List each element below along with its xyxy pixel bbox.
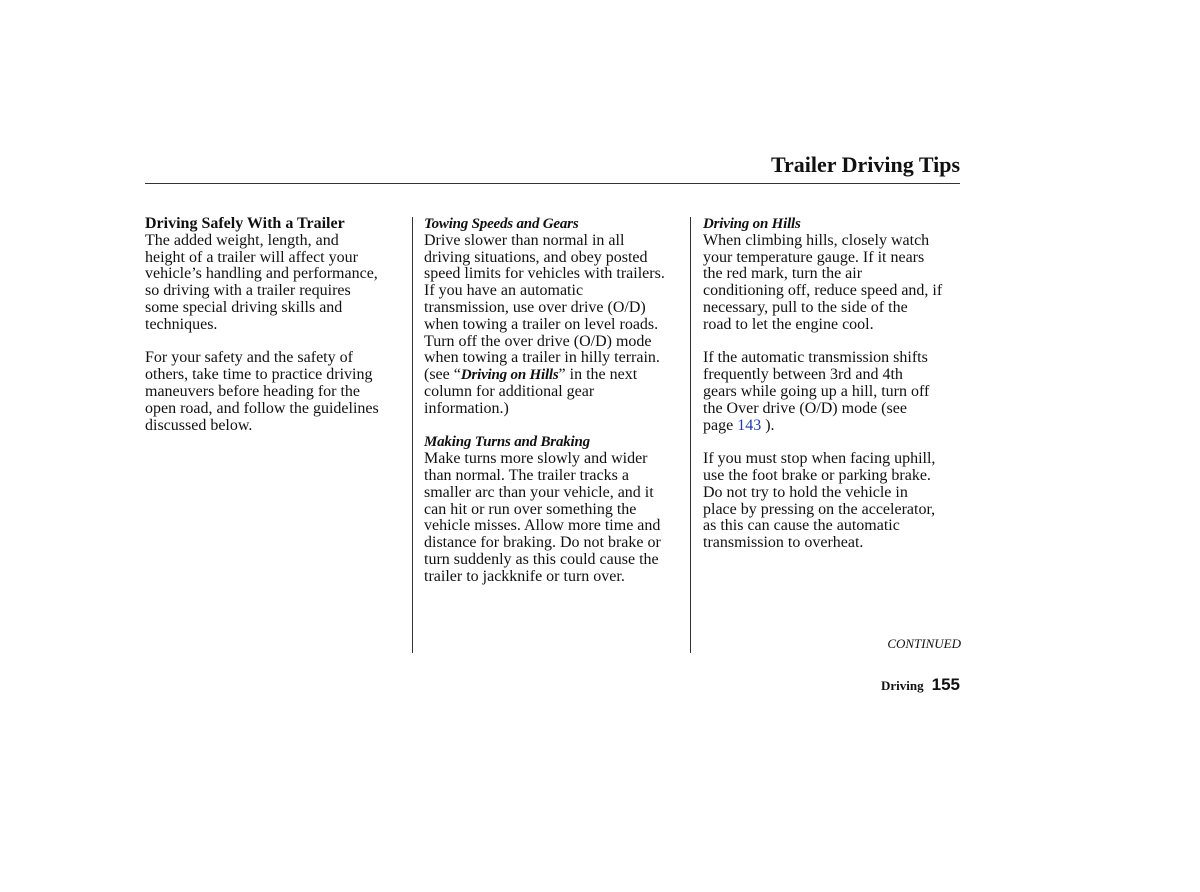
text-line: techniques. bbox=[145, 315, 218, 333]
text-line: distance for braking. Do not brake or bbox=[424, 534, 661, 552]
reference-suffix: ” in the next bbox=[558, 366, 638, 384]
text-line: necessary, pull to the side of the bbox=[703, 298, 908, 316]
text-line: Turn off the over drive (O/D) mode bbox=[424, 332, 652, 350]
text-line: information.) bbox=[424, 399, 509, 417]
text-line: The added weight, length, and bbox=[145, 231, 339, 249]
page-143-link[interactable]: 143 bbox=[737, 416, 762, 434]
title-rule bbox=[145, 183, 960, 184]
text-line: the Over drive (O/D) mode (see bbox=[703, 399, 907, 417]
text-line: transmission, use over drive (O/D) bbox=[424, 298, 646, 316]
page-title: Trailer Driving Tips bbox=[770, 152, 960, 177]
text-line: height of a trailer will affect your bbox=[145, 248, 358, 266]
section-heading-towing-speeds: Towing Speeds and Gears bbox=[424, 216, 579, 232]
paragraph-trailer-effects bbox=[145, 233, 407, 334]
text-line: use the foot brake or parking brake. bbox=[703, 466, 931, 484]
section-heading-driving-on-hills: Driving on Hills bbox=[703, 216, 801, 232]
text-line: the red mark, turn the air bbox=[703, 265, 863, 283]
page-ref-suffix: ). bbox=[761, 416, 775, 434]
page-number: 155 bbox=[931, 675, 960, 694]
column-driving-on-hills bbox=[703, 216, 965, 552]
text-line: driving situations, and obey posted bbox=[424, 248, 648, 266]
text-line: some special driving skills and bbox=[145, 298, 343, 316]
text-line: When climbing hills, closely watch bbox=[703, 231, 930, 249]
text-line: place by pressing on the accelerator, bbox=[703, 500, 936, 518]
page-footer bbox=[760, 675, 960, 695]
text-line: If the automatic transmission shifts bbox=[703, 349, 928, 367]
text-line: Do not try to hold the vehicle in bbox=[703, 483, 908, 501]
text-line: conditioning off, reduce speed and, if bbox=[703, 282, 943, 300]
column-towing-and-turns bbox=[424, 216, 686, 586]
paragraph-gap bbox=[703, 334, 965, 351]
text-line: can hit or run over something the bbox=[424, 500, 637, 518]
text-line: turn suddenly as this could cause the bbox=[424, 550, 659, 568]
section-heading-driving-safely: Driving Safely With a Trailer bbox=[145, 215, 345, 232]
text-line: speed limits for vehicles with trailers. bbox=[424, 265, 665, 283]
text-line: your temperature gauge. If it nears bbox=[703, 248, 925, 266]
column-divider-left bbox=[412, 217, 413, 653]
paragraph-gap bbox=[145, 334, 407, 351]
text-line: smaller arc than your vehicle, and it bbox=[424, 483, 654, 501]
text-line: For your safety and the safety of bbox=[145, 349, 353, 367]
continued-label: CONTINUED bbox=[887, 636, 961, 651]
text-line: gears while going up a hill, turn off bbox=[703, 382, 930, 400]
page-ref-prefix: page bbox=[703, 416, 738, 434]
text-line: when towing a trailer on level roads. bbox=[424, 315, 659, 333]
text-line: vehicle’s handling and performance, bbox=[145, 265, 378, 283]
text-line: If you must stop when facing uphill, bbox=[703, 450, 936, 468]
text-line: maneuvers before heading for the bbox=[145, 382, 361, 400]
text-line: Make turns more slowly and wider bbox=[424, 450, 648, 468]
paragraph-gap bbox=[424, 418, 686, 435]
footer-section-name: Driving bbox=[881, 678, 924, 693]
text-line: trailer to jackknife or turn over. bbox=[424, 567, 625, 585]
text-line: so driving with a trailer requires bbox=[145, 282, 351, 300]
text-line: others, take time to practice driving bbox=[145, 366, 373, 384]
column-divider-right bbox=[690, 217, 691, 653]
text-line: as this can cause the automatic bbox=[703, 517, 900, 535]
text-line-with-page-link bbox=[703, 418, 965, 435]
text-line: road to let the engine cool. bbox=[703, 315, 874, 333]
text-line: than normal. The trailer tracks a bbox=[424, 466, 629, 484]
text-line: when towing a trailer in hilly terrain. bbox=[424, 349, 660, 367]
paragraph-temperature-gauge bbox=[703, 233, 965, 334]
text-line: column for additional gear bbox=[424, 382, 595, 400]
text-line: open road, and follow the guidelines bbox=[145, 399, 379, 417]
text-line: transmission to overheat. bbox=[703, 534, 864, 552]
paragraph-stopping-uphill bbox=[703, 451, 965, 552]
reference-driving-on-hills: Driving on Hills bbox=[460, 367, 559, 384]
text-line: Drive slower than normal in all bbox=[424, 231, 625, 249]
section-heading-turns-braking: Making Turns and Braking bbox=[424, 434, 590, 451]
text-line: frequently between 3rd and 4th bbox=[703, 366, 903, 384]
column-driving-safely bbox=[145, 216, 407, 434]
reference-prefix: (see “ bbox=[424, 366, 461, 384]
text-line: If you have an automatic bbox=[424, 282, 584, 300]
text-line-with-reference bbox=[424, 367, 686, 384]
paragraph-practice-driving bbox=[145, 350, 407, 434]
text-line: discussed below. bbox=[145, 416, 253, 434]
paragraph-transmission-shifts bbox=[703, 350, 965, 434]
text-line: vehicle misses. Allow more time and bbox=[424, 517, 661, 535]
paragraph-gap bbox=[703, 434, 965, 451]
paragraph-turns-braking bbox=[424, 451, 686, 585]
paragraph-towing-speeds bbox=[424, 233, 686, 418]
